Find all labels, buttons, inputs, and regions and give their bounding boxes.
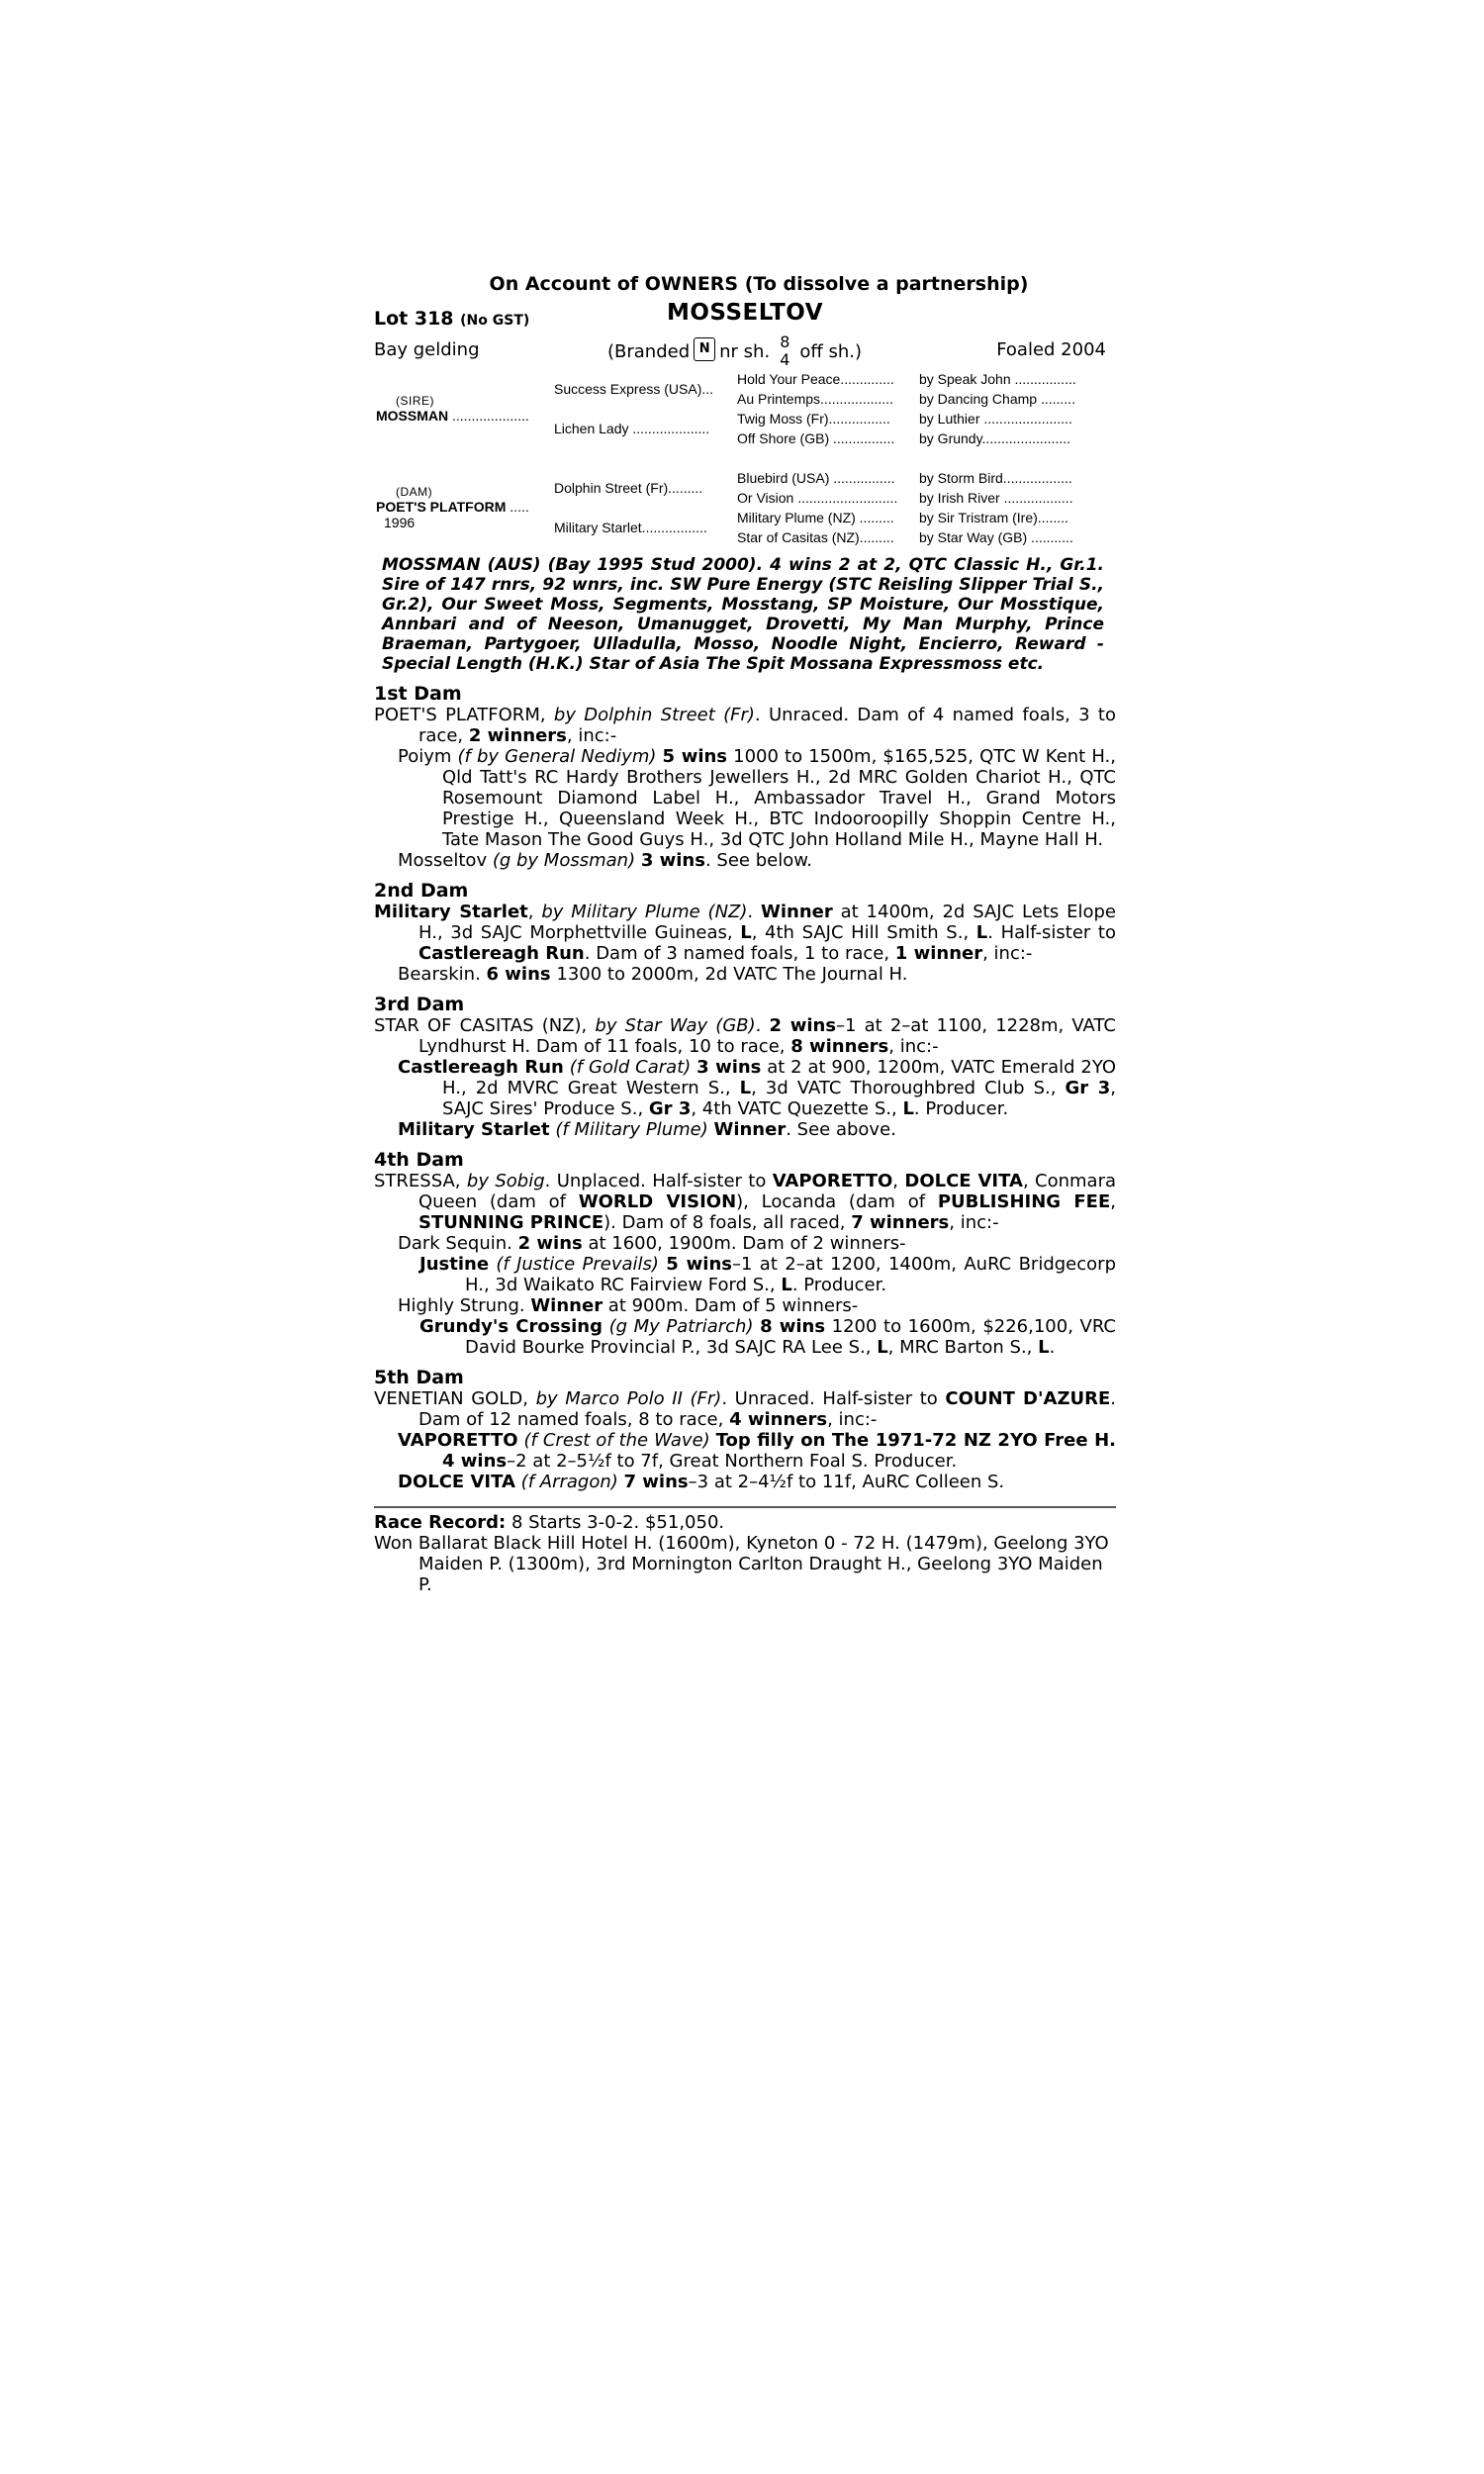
progeny-entry: Castlereagh Run (f Gold Carat) 3 wins at 2 at 900, 1200m, VATC Emerald 2YO H., 2d MVRC Great Western S., L, 3d VATC Thoroughbred Club S., Gr 3, SAJC Sires' Produce S., Gr 3, 4th VATC Quezette S., L. Producer.	[398, 1057, 1116, 1119]
sire-dam: Lichen Lady ....................	[554, 421, 710, 436]
race-record-label: Race Record:	[374, 1512, 507, 1533]
progeny-entry: Mosseltov (g by Mossman) 3 wins. See below.	[398, 850, 812, 871]
branded-label: (Branded	[607, 340, 691, 362]
lot-label: Lot 318	[374, 308, 454, 330]
identification-line	[374, 330, 1116, 367]
second-dam-text: Military Starlet, by Military Plume (NZ). Winner at 1400m, 2d SAJC Lets Elope H., 3d SAJC Morphettville Guineas, L, 4th SAJC Hill Smith S., L. Half-sister to Castlereagh Run. Dam of 3 named foals, 1 to race, 1 winner, inc:-	[374, 902, 1116, 964]
near-shoulder-label: nr sh.	[719, 340, 771, 362]
brand-mark-icon: N	[694, 337, 715, 361]
sire-cell	[374, 369, 554, 448]
ancestor-5: Bluebird (USA) ................	[737, 470, 895, 486]
dam-cell	[374, 468, 554, 547]
catalogue-page	[374, 273, 1116, 1595]
brand-number-top: 8	[780, 333, 790, 351]
sire-leader: ....................	[452, 408, 529, 424]
ancestor-sire-8: by Star Way (GB) ...........	[919, 529, 1073, 545]
progeny-entry: Poiym (f by General Nediym) 5 wins 1000 to 1500m, $165,525, QTC W Kent H., Qld Tatt's RC Hardy Brothers Jewellers H., 2d MRC Golden Chariot H., QTC Rosemount Diamond Label H., Ambassador Travel H., Grand Motors Prestige H., Queensland Week H., BTC Indooroopilly Shoppin Centre H., Tate Mason The Good Guys H., 3d QTC John Holland Mile H., Mayne Hall H.	[398, 746, 1117, 850]
off-shoulder-label: off sh.)	[799, 340, 863, 362]
pedigree-table	[374, 369, 1116, 547]
progeny-entry: Dark Sequin. 2 wins at 1600, 1900m. Dam of 2 winners-	[398, 1233, 906, 1254]
dam-dam: Military Starlet.................	[554, 520, 707, 535]
vendor-account-line: On Account of OWNERS (To dissolve a partnership)	[489, 273, 1029, 295]
ancestor-7: Military Plume (NZ) .........	[737, 510, 894, 525]
ancestor-4: Off Shore (GB) ................	[737, 430, 895, 446]
sire-sire: Success Express (USA)...	[554, 381, 714, 397]
sire-label: (SIRE)	[396, 394, 434, 408]
ancestor-2: Au Printemps...................	[737, 391, 893, 407]
dam-leader: .....	[510, 499, 529, 515]
ancestor-3: Twig Moss (Fr)................	[737, 411, 890, 427]
dam-name: POET'S PLATFORM	[376, 499, 507, 515]
ancestor-6: Or Vision ..........................	[737, 490, 898, 506]
gst-note: (No GST)	[460, 313, 530, 329]
ancestor-sire-3: by Luthier .......................	[919, 411, 1072, 427]
progeny-entry: Highly Strung. Winner at 900m. Dam of 5 winners-	[398, 1295, 859, 1316]
race-record-summary: 8 Starts 3-0-2. $51,050.	[506, 1512, 725, 1533]
ancestor-sire-5: by Storm Bird..................	[919, 470, 1072, 486]
third-dam-text: STAR OF CASITAS (NZ), by Star Way (GB). 2 wins–1 at 2–at 1100, 1228m, VATC Lyndhurst H. Dam of 11 foals, 10 to race, 8 winners, inc:-	[374, 1015, 1116, 1057]
ancestor-sire-7: by Sir Tristram (Ire)........	[919, 510, 1068, 525]
grand-progeny-entry: Justine (f Justice Prevails) 5 wins–1 at 2–at 1200, 1400m, AuRC Bridgecorp H., 3d Waikato RC Fairview Ford S., L. Producer.	[419, 1254, 1116, 1295]
brand-details	[607, 333, 862, 369]
ancestor-sire-1: by Speak John ................	[919, 371, 1076, 387]
ancestor-sire-4: by Grundy.......................	[919, 430, 1071, 446]
second-dam-heading: 2nd Dam	[374, 880, 469, 902]
third-dam-heading: 3rd Dam	[374, 994, 465, 1015]
brand-number	[780, 333, 789, 369]
horse-name: MOSSELTOV	[666, 300, 824, 326]
fourth-dam-text: STRESSA, by Sobig. Unplaced. Half-sister to VAPORETTO, DOLCE VITA, Conmara Queen (dam of WORLD VISION), Locanda (dam of PUBLISHING FEE, STUNNING PRINCE). Dam of 8 foals, all raced, 7 winners, inc:-	[374, 1171, 1117, 1233]
ancestor-sire-2: by Dancing Champ .........	[919, 391, 1075, 407]
ancestor-1: Hold Your Peace..............	[737, 371, 894, 387]
ancestor-sire-6: by Irish River ..................	[919, 490, 1073, 506]
dam-sire: Dolphin Street (Fr).........	[554, 480, 703, 496]
first-dam-heading: 1st Dam	[374, 683, 462, 705]
fifth-dam-text: VENETIAN GOLD, by Marco Polo II (Fr). Unraced. Half-sister to COUNT D'AZURE. Dam of 12 named foals, 8 to race, 4 winners, inc:-	[374, 1388, 1116, 1430]
fifth-dam-heading: 5th Dam	[374, 1367, 464, 1388]
fourth-dam-heading: 4th Dam	[374, 1149, 464, 1171]
foaled-year: Foaled 2004	[996, 339, 1106, 360]
first-dam-text: POET'S PLATFORM, by Dolphin Street (Fr). Unraced. Dam of 4 named foals, 3 to race, 2 winners, inc:-	[374, 705, 1116, 746]
dam-label: (DAM)	[396, 485, 433, 499]
section-divider	[374, 1506, 1116, 1508]
colour-sex: Bay gelding	[374, 339, 480, 360]
progeny-entry: Bearskin. 6 wins 1300 to 2000m, 2d VATC The Journal H.	[398, 964, 908, 985]
brand-number-bottom: 4	[780, 350, 790, 369]
sire-name: MOSSMAN	[376, 408, 449, 424]
sire-summary: MOSSMAN (AUS) (Bay 1995 Stud 2000). 4 wins 2 at 2, QTC Classic H., Gr.1. Sire of 147 rnrs, 92 wnrs, inc. SW Pure Energy (STC Reisling Slipper Trial S., Gr.2), Our Sweet Moss, Segments, Mosstang, SP Moisture, Our Mosstique, Annbari and of Neeson, Umanugget, Drovetti, My Man Murphy, Prince Braeman, Partygoer, Ulladulla, Mosso, Noodle Night, Encierro, Reward - Special Length (H.K.) Star of Asia The Spit Mossana Expressmoss etc.	[382, 555, 1104, 674]
progeny-entry: Military Starlet (f Military Plume) Winner. See above.	[398, 1119, 896, 1140]
progeny-entry: DOLCE VITA (f Arragon) 7 wins–3 at 2–4½f to 11f, AuRC Colleen S.	[398, 1472, 1005, 1492]
progeny-entry: VAPORETTO (f Crest of the Wave) Top filly on The 1971-72 NZ 2YO Free H. 4 wins–2 at 2–5½f to 7f, Great Northern Foal S. Producer.	[398, 1430, 1116, 1472]
race-record-detail: Won Ballarat Black Hill Hotel H. (1600m), Kyneton 0 - 72 H. (1479m), Geelong 3YO Maiden P. (1300m), 3rd Mornington Carlton Draught H., Geelong 3YO Maiden P.	[374, 1533, 1109, 1595]
grand-progeny-entry: Grundy's Crossing (g My Patriarch) 8 wins 1200 to 1600m, $226,100, VRC David Bourke Provincial P., 3d SAJC RA Lee S., L, MRC Barton S., L.	[419, 1316, 1116, 1358]
race-record	[374, 1512, 1116, 1533]
ancestor-8: Star of Casitas (NZ).........	[737, 529, 894, 545]
lot-line	[374, 300, 1116, 330]
dam-year: 1996	[384, 515, 416, 530]
